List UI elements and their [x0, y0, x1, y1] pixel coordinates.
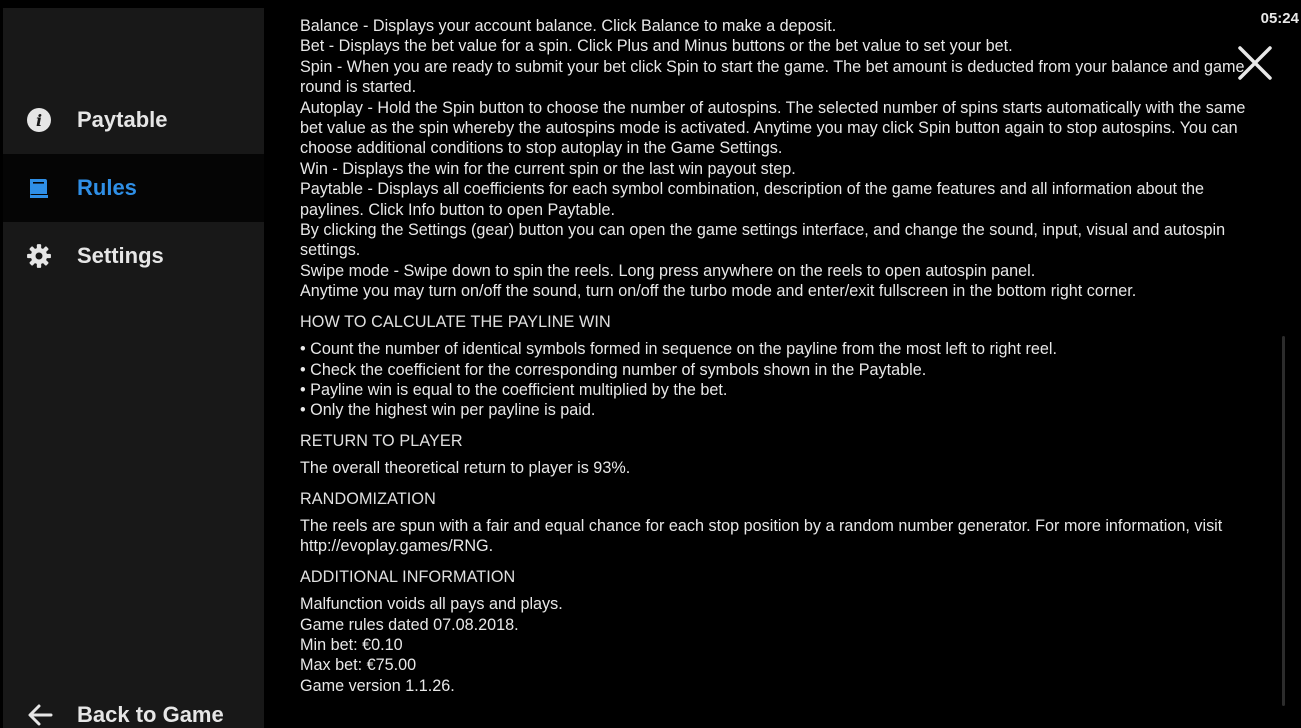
randomization-heading: RANDOMIZATION: [300, 489, 436, 508]
close-icon: [1236, 44, 1274, 82]
rule-balance: Balance - Displays your account balance. Click Balance to make a deposit.: [300, 17, 837, 35]
payline-bullet: • Check the coefficient for the corresponding number of symbols shown in the Paytable.: [300, 360, 927, 379]
sidebar-item-rules[interactable]: [3, 154, 264, 222]
additional-heading: ADDITIONAL INFORMATION: [300, 567, 516, 586]
back-to-game-button[interactable]: [3, 694, 264, 728]
payline-heading: HOW TO CALCULATE THE PAYLINE WIN: [300, 312, 611, 331]
gear-icon: [25, 242, 53, 270]
sidebar-item-label: Settings: [77, 243, 164, 268]
rules-text: [300, 16, 1265, 696]
rule-spin: Spin - When you are ready to submit your bet click Spin to start the game. The bet amount is deducted from your balance and game round is started.: [300, 57, 1245, 97]
rule-bet: Bet - Displays the bet value for a spin. Click Plus and Minus buttons or the bet value to set your bet.: [300, 37, 1013, 56]
rule-swipe: Swipe mode - Swipe down to spin the reels. Long press anywhere on the reels to open autospin panel.: [300, 261, 1036, 280]
sidebar-item-label: Paytable: [77, 107, 168, 132]
arrow-left-icon: [25, 700, 55, 728]
scrollbar[interactable]: [1282, 336, 1285, 706]
additional-line: Min bet: €0.10: [300, 635, 403, 654]
info-icon: i: [25, 106, 53, 134]
additional-line: Game rules dated 07.08.2018.: [300, 615, 519, 634]
payline-bullet: • Count the number of identical symbols formed in sequence on the payline from the most left to right reel.: [300, 340, 1057, 359]
sidebar: [3, 8, 264, 728]
rtp-heading: RETURN TO PLAYER: [300, 431, 463, 450]
rules-content[interactable]: [300, 0, 1265, 728]
additional-line: Malfunction voids all pays and plays.: [300, 595, 563, 614]
book-icon: [25, 174, 53, 202]
close-button[interactable]: [1236, 44, 1274, 82]
rule-win: Win - Displays the win for the current spin or the last win payout step.: [300, 159, 796, 178]
additional-line: Game version 1.1.26.: [300, 676, 455, 695]
rule-settings: By clicking the Settings (gear) button you can open the game settings interface, and change the sound, input, visual and autospin settings.: [300, 221, 1226, 260]
clock-time: 05:24: [1260, 10, 1299, 27]
randomization-text: The reels are spun with a fair and equal chance for each stop position by a random number generator. For more information, visit http://evoplay.games/RNG.: [300, 516, 1223, 556]
rule-paytable: Paytable - Displays all coefficients for each symbol combination, description of the game features and all information about the paylines. Click Info button to open Paytable.: [300, 180, 1204, 219]
rule-anytime: Anytime you may turn on/off the sound, turn on/off the turbo mode and enter/exit fullscreen in the bottom right corner.: [300, 282, 1137, 301]
additional-line: Max bet: €75.00: [300, 656, 417, 675]
payline-bullet: • Payline win is equal to the coefficient multiplied by the bet.: [300, 380, 728, 399]
rtp-text: The overall theoretical return to player is 93%.: [300, 459, 631, 478]
sidebar-item-label: Rules: [77, 175, 137, 200]
payline-bullet: • Only the highest win per payline is paid.: [300, 401, 596, 420]
sidebar-item-settings[interactable]: [3, 222, 264, 290]
sidebar-item-paytable[interactable]: [3, 86, 264, 154]
back-to-game-label: Back to Game: [77, 702, 224, 727]
rule-autoplay: Autoplay - Hold the Spin button to choose the number of autospins. The selected number of spins starts automatically with the same bet value as the spin whereby the autospins mode is activated. Anytime you may click Spin button again to stop autospins. You can choose additional conditions to stop autoplay in the Game Settings.: [300, 98, 1246, 158]
